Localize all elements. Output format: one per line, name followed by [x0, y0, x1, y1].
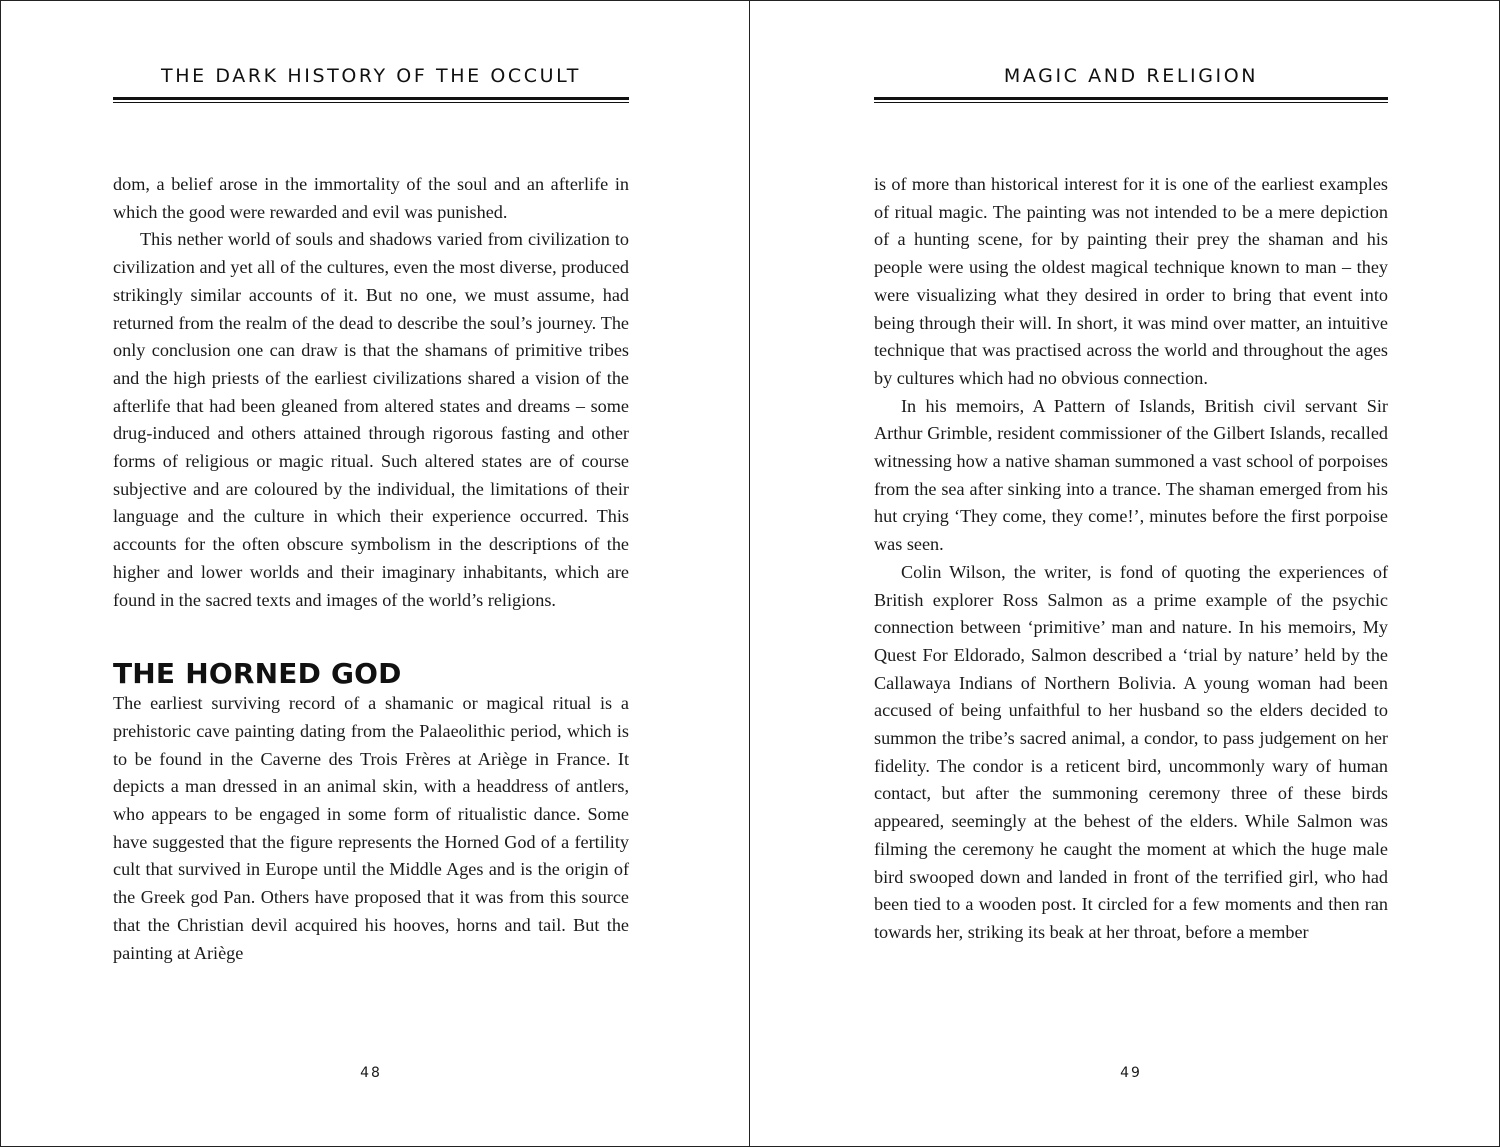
section-heading: THE HORNED GOD: [113, 657, 402, 691]
paragraph: is of more than historical interest for it is one of the earliest examples of ritual magic. The painting was not intended to be a mere depiction of a hunting scene, for by painting their prey the shaman and his people were using the oldest magical technique known to man – they were visualizing what they desired in order to bring that event into being through their will. In short, it was mind over matter, an intuitive technique that was practised across the world and throughout the ages by cultures which had no obvious connection.: [874, 174, 1388, 388]
right-page: [750, 1, 1499, 1146]
paragraph: In his memoirs, A Pattern of Islands, British civil servant Sir Arthur Grimble, resident commissioner of the Gilbert Islands, recalled witnessing how a native shaman summoned a vast school of porpoises from the sea after sinking into a trance. The shaman emerged from his hut crying ‘They come, they come!’, minutes before the first porpoise was seen.: [874, 395, 1388, 555]
right-body-text: [874, 171, 1388, 947]
left-header-rule: [113, 97, 629, 103]
right-header-rule: [874, 97, 1388, 103]
left-running-head: THE DARK HISTORY OF THE OCCULT: [161, 65, 581, 87]
paragraph: This nether world of souls and shadows varied from civilization to civilization and yet all of the cultures, even the most diverse, produced strikingly similar accounts of it. But no one, we must assume, had returned from the realm of the dead to describe the soul’s journey. The only conclusion one can draw is that the shamans of primitive tribes and the high priests of the earliest civilizations shared a vision of the afterlife that had been gleaned from altered states and dreams – some drug-induced and others attained through rigorous fasting and other forms of religious or magic ritual. Such altered states are of course subjective and are coloured by the individual, the limitations of their language and the culture in which their experience occurred. This accounts for the often obscure symbolism in the descriptions of the higher and lower worlds and their imaginary inhabitants, which are found in the sacred texts and images of the world’s religions.: [113, 229, 629, 610]
paragraph: The earliest surviving record of a shamanic or magical ritual is a prehistoric cave painting dating from the Palaeolithic period, which is to be found in the Caverne des Trois Frères at Ariège in France. It depicts a man dressed in an animal skin, with a headdress of antlers, who appears to be engaged in some form of ritualistic dance. Some have suggested that the figure represents the Horned God of a fertility cult that survived in Europe until the Middle Ages and is the origin of the Greek god Pan. Others have proposed that it was from this source that the Christian devil acquired his hooves, horns and tail. But the painting at Ariège: [113, 693, 629, 963]
paragraph: dom, a belief arose in the immortality of the soul and an afterlife in which the good were rewarded and evil was punished.: [113, 174, 629, 222]
right-running-head: MAGIC AND RELIGION: [1003, 65, 1259, 87]
paragraph: Colin Wilson, the writer, is fond of quoting the experiences of British explorer Ross Salmon as a prime example of the psychic connection between ‘primitive’ man and nature. In his memoirs, My Quest For Eldorado, Salmon described a ‘trial by nature’ held by the Callawaya Indians of Northern Bolivia. A young woman had been accused of being unfaithful to her husband so the elders decided to summon the tribe’s sacred animal, a condor, to pass judgement on her fidelity. The condor is a reticent bird, uncommonly wary of human contact, but after the summoning ceremony three of these birds appeared, seemingly at the behest of the elders. While Salmon was filming the ceremony he caught the moment at which the huge male bird swooped down and landed in front of the terrified girl, who had been tied to a wooden post. It circled for a few moments and then ran towards her, striking its beak at her throat, before a member: [874, 561, 1388, 942]
left-page: [1, 1, 750, 1146]
left-body-text: [113, 171, 629, 967]
page-number-left: 48: [360, 1065, 382, 1081]
page-number-right: 49: [1120, 1065, 1142, 1081]
